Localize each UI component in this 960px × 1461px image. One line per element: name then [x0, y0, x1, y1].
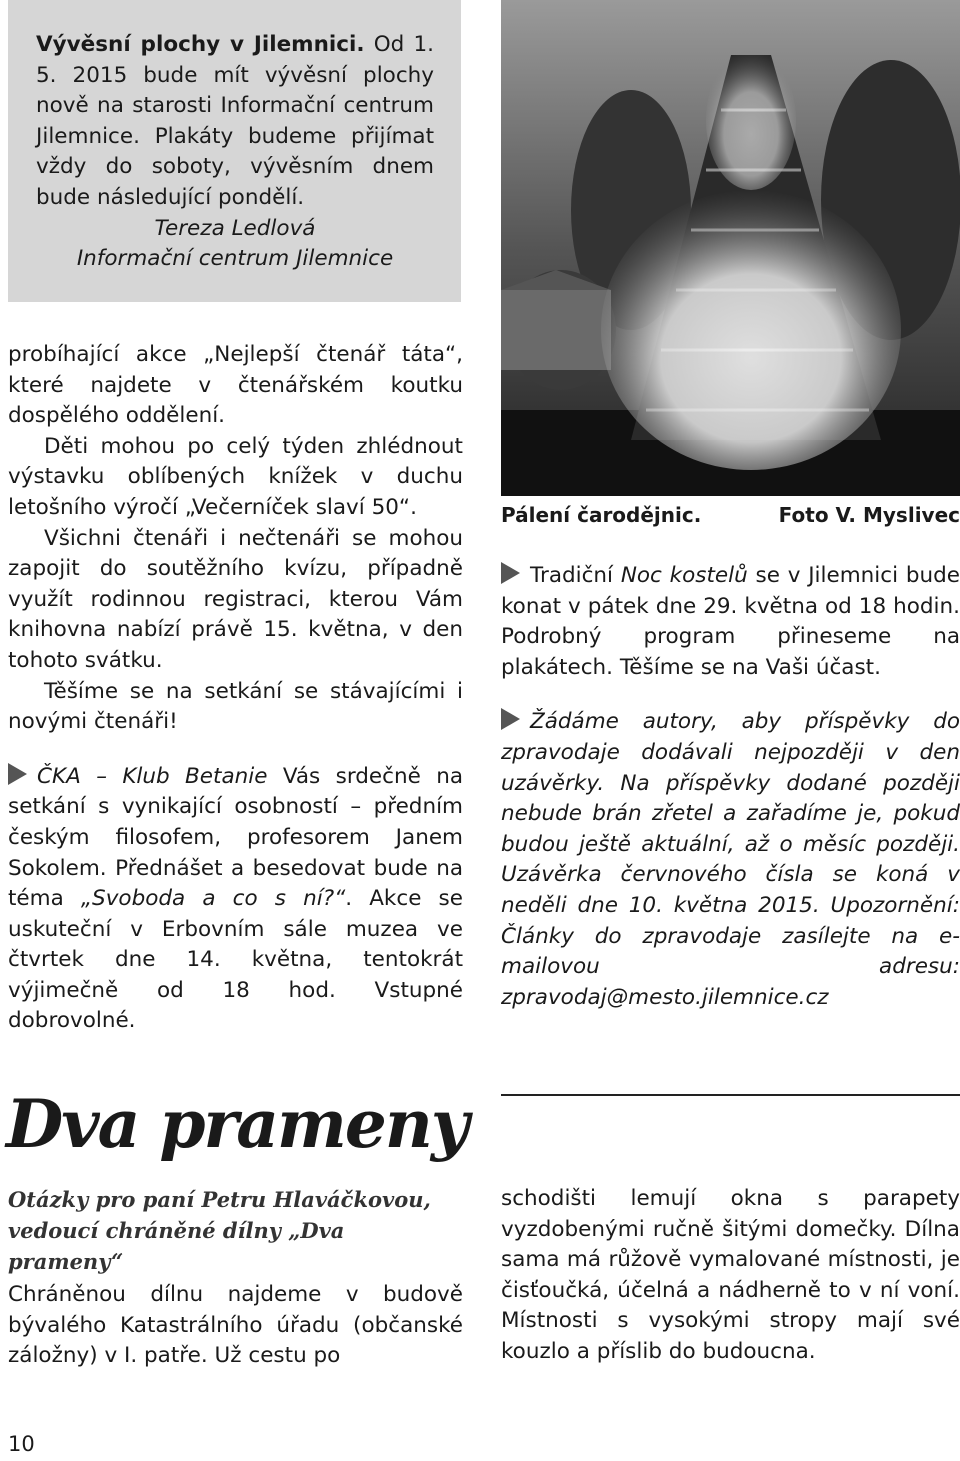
- triangle-bullet-icon: [501, 708, 520, 730]
- section-rule: [501, 1094, 960, 1096]
- page-number: 10: [8, 1432, 35, 1456]
- notice-title: Vývěsní plochy v Jilemnici.: [36, 32, 365, 57]
- right-column: [501, 561, 960, 1013]
- cka-title: ČKA – Klub Betanie: [37, 763, 268, 789]
- cka-text-2: . Akce se uskuteční v Erbovním sále muzea ve čtvrtek dne 14. května, tentokrát výjimečně od 18 hod. Vstupné dobrovolné.: [8, 886, 463, 1034]
- request-text: Žádáme autory, aby příspěvky do zpravodaje dodávali nejpozději v den uzávěrky. Na příspěvky dodané později nebude brán zřetel a zařadíme je, pokud budou ještě aktuální, až o měsíc později. Uzávěrka červnového čísla se koná v neděli dne 10. května 2015. Upozornění: Články do zpravodaje zasílejte na e-mailovou adresu: zpravodaj@mesto.jilemnice.cz: [501, 709, 960, 1010]
- library-para-2: Děti mohou po celý týden zhlédnout výstavku oblíbených knížek v duchu letošního výročí „Večerníček slaví 50“.: [8, 433, 463, 520]
- bonfire-photo: [501, 0, 960, 496]
- noc-post: se v Jilemnici bude konat v pátek dne 29. května od 18 hodin. Podrobný program přineseme na plakátech. Těšíme se na Vaši účast.: [501, 563, 960, 680]
- article-title: Dva prameny: [6, 1085, 468, 1163]
- library-para-4: Těšíme se na setkání se stávajícími i novými čtenáři!: [8, 678, 463, 735]
- triangle-bullet-icon: [8, 763, 27, 785]
- noc-pre: Tradiční: [530, 563, 621, 588]
- article-intro: Chráněnou dílnu najdeme v budově bývalého Katastrálního úřadu (občanské záložny) v I. patře. Už cestu po: [8, 1282, 463, 1369]
- photo-credit: Foto V. Myslivec: [778, 503, 960, 527]
- noc-kostelu-paragraph: [501, 561, 960, 683]
- article-continued: schodišti lemují okna s parapety vyzdobenými ručně šitými domečky. Dílna sama má růžově vymalované místnosti, je čisťoučká, účelná a nádherně to v ní voní. Místnosti s vysokými stropy mají své kouzlo a příslib do budoucna.: [501, 1186, 960, 1364]
- noc-title: Noc kostelů: [620, 563, 748, 588]
- library-para-1: probíhající akce „Nejlepší čtenář táta“, které najdete v čtenářském koutku dospělého oddělení.: [8, 342, 463, 429]
- left-column: [8, 340, 463, 1037]
- notice-signature-org: Informační centrum Jilemnice: [76, 246, 394, 272]
- bonfire-image: [501, 0, 960, 496]
- cka-paragraph: [8, 762, 463, 1037]
- notice-body: Od 1. 5. 2015 bude mít vývěsní plochy nově na starosti Informační centrum Jilemnice. Plakáty budeme přijímat vždy do soboty, vývěsním dnem bude následující pondělí.: [36, 32, 434, 210]
- triangle-bullet-icon: [501, 562, 520, 584]
- photo-caption-text: Pálení čarodějnic.: [501, 503, 702, 527]
- notice-signature-name: Tereza Ledlová: [154, 215, 316, 241]
- library-para-3: Všichni čtenáři i nečtenáři se mohou zapojit do soutěžního kvízu, případně využít rodinnou registraci, kterou Vám knihovna nabízí právě 15. května, v den tohoto svátku.: [8, 525, 463, 673]
- photo-caption: [501, 500, 960, 530]
- notice-text: [36, 30, 434, 275]
- cka-text-1: Vás srdečně na setkání s vynikající osobností – předním českým filosofem, profesorem Janem Sokolem. Přednášet a besedovat bude na téma: [8, 763, 464, 912]
- article-subtitle: Otázky pro paní Petru Hlaváčkovou, vedoucí chráněné dílny „Dva prameny“: [8, 1187, 431, 1274]
- request-paragraph: [501, 707, 960, 1013]
- cka-topic: „Svoboda a co s ní?“: [80, 886, 346, 912]
